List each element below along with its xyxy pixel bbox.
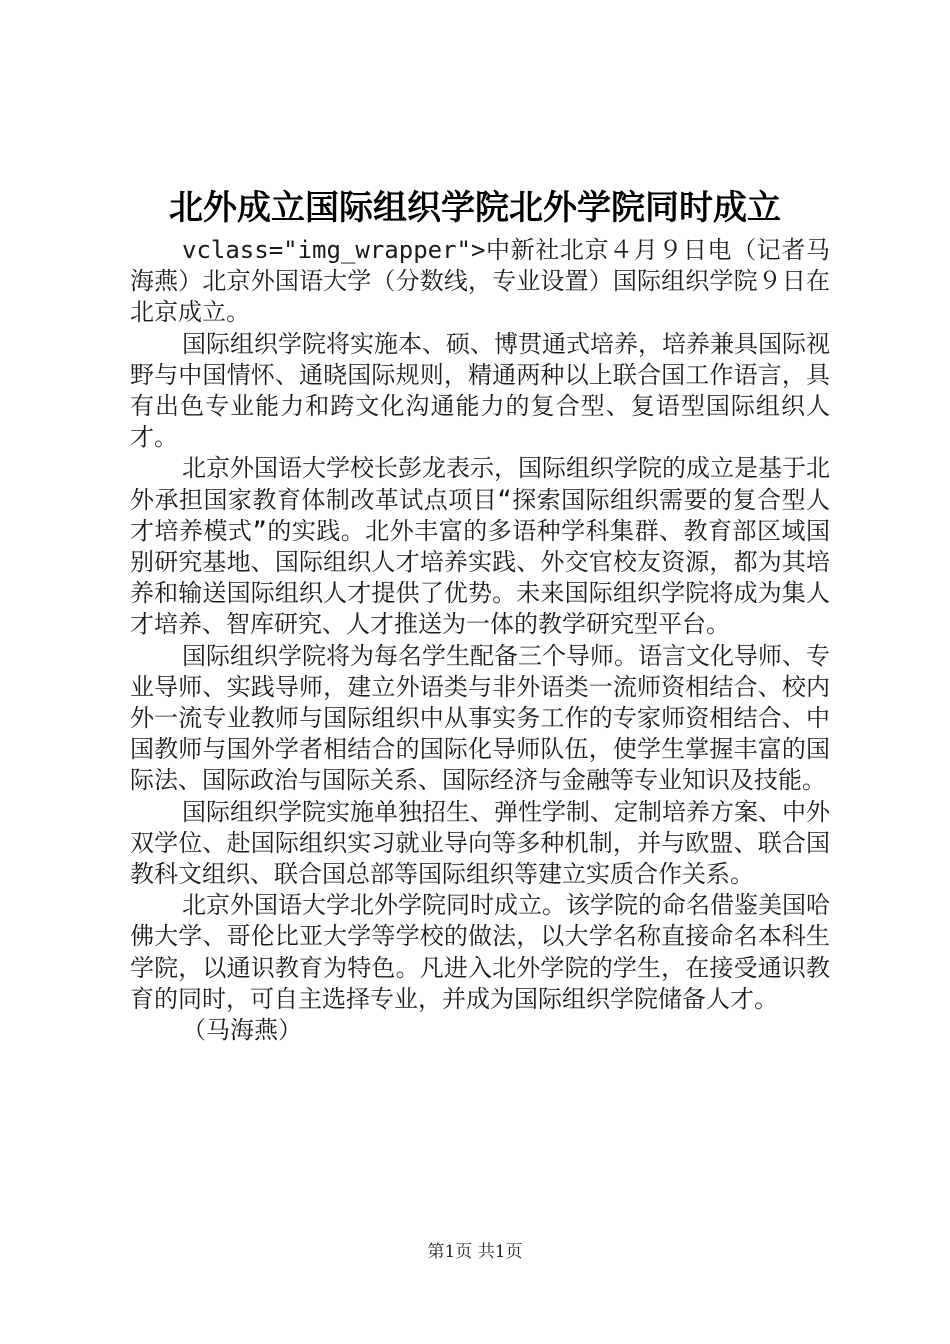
page-number-footer: 第1页 共1页 — [427, 1242, 523, 1262]
paragraph-mentors: 国际组织学院将为每名学生配备三个导师。语言文化导师、专业导师、实践导师，建立外语类与非外语类一流师资相结合、校内外一流专业教师与国际组织中从事实务工作的专家师资相结合、中国教师与国外学者相结合的国际化导师队伍，使学生掌握丰富的国际法、国际政治与国际关系、国际经济与金融等专业知识及技能。 — [130, 641, 830, 795]
document-body — [130, 235, 830, 1046]
paragraph-admissions: 国际组织学院实施单独招生、弹性学制、定制培养方案、中外双学位、赴国际组织实习就业导向等多种机制，并与欧盟、联合国教科文组织、联合国总部等国际组织等建立实质合作关系。 — [130, 797, 830, 889]
author-byline: （马海燕） — [182, 1016, 302, 1045]
paragraph-intro: vclass="img_wrapper">中新社北京４月９日电（记者马海燕）北京外国语大学（分数线，专业设置）国际组织学院９日在北京成立。 — [130, 236, 830, 327]
paragraph-president-statement: 北京外国语大学校长彭龙表示，国际组织学院的成立是基于北外承担国家教育体制改革试点项目“探索国际组织需要的复合型人才培养模式”的实践。北外丰富的多语种学科集群、教育部区域国别研究基地、国际组织人才培养实践、外交官校友资源，都为其培养和输送国际组织人才提供了优势。未来国际组织学院将成为集人才培养、智库研究、人才推送为一体的教学研究型平台。 — [130, 454, 830, 639]
document-title: 北外成立国际组织学院北外学院同时成立 — [169, 188, 781, 228]
paragraph-training: 国际组织学院将实施本、硕、博贯通式培养，培养兼具国际视野与中国情怀、通晓国际规则，精通两种以上联合国工作语言，具有出色专业能力和跨文化沟通能力的复合型、复语型国际组织人才。 — [130, 329, 830, 452]
paragraph-beiwai-college: 北京外国语大学北外学院同时成立。该学院的命名借鉴美国哈佛大学、哥伦比亚大学等学校的做法，以大学名称直接命名本科生学院，以通识教育为特色。凡进入北外学院的学生，在接受通识教育的同时，可自主选择专业，并成为国际组织学院储备人才。 — [130, 891, 830, 1013]
